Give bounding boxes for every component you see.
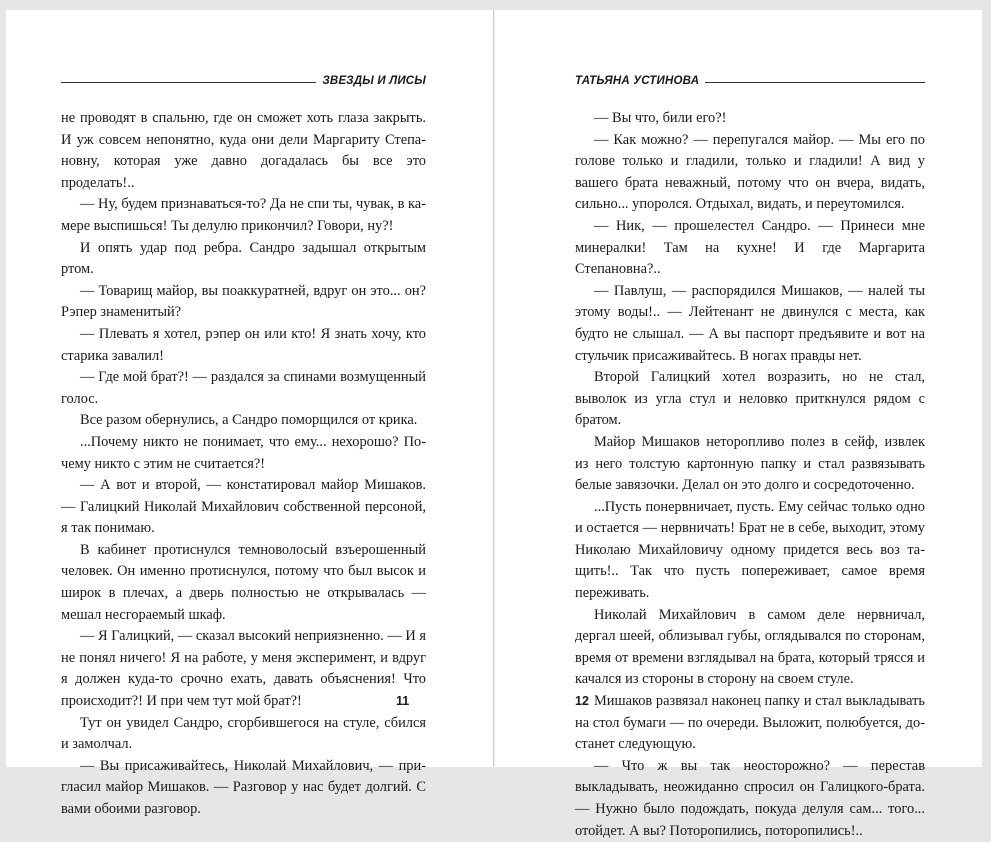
- paragraph: — Плевать я хотел, рэпер он или кто! Я знать хочу, кто старика завалил!: [61, 325, 426, 364]
- page-body-text: [61, 108, 426, 821]
- paragraph: — Ну, будем признаваться-то? Да не спи ты, чувак, в камере выспишься! Ты делулю прикончил? Говори, ну?!: [61, 196, 426, 234]
- paragraph: — Как можно? — перепугался майор. — Мы его по голове только и гладили, только и гладили! А вид у вашего брата неважный, потому что он вчера, видать, сильно... упоролся. Отдыхал, видать, и переутомился.: [575, 131, 925, 213]
- paragraph: ...Почему никто не понимает, что ему... нехорошо? Почему никто с этим не считается?!: [61, 433, 426, 472]
- paragraph: не проводят в спальню, где он сможет хоть глаза закрыть. И уж совсем непонятно, куда они дели Маргариту Степановну, которая уже давно догадалась бы все это проделать!..: [61, 110, 426, 191]
- paragraph: — Где мой брат?! — раздался за спинами возмущенный голос.: [61, 369, 426, 407]
- running-title: ТАТЬЯНА УСТИНОВА: [575, 75, 700, 87]
- header-rule: [705, 82, 925, 83]
- paragraph: Второй Галицкий хотел возразить, но не стал, выволок из угла стул и неловко приткнулся рядом с братом.: [575, 369, 925, 429]
- paragraph: Мишаков развязал наконец папку и стал выкладывать на стол бумаги — по очереди. Выложит, полюбуется, достанет следующую.: [575, 693, 925, 753]
- paragraph: — Товарищ майор, вы поаккуратней, вдруг он это... он? Рэпер знаменитый?: [61, 282, 426, 321]
- running-header: [575, 74, 925, 88]
- paragraph: — Вы что, били его?!: [594, 110, 727, 126]
- paragraph: — Я Галицкий, — сказал высокий неприязненно. — И я не понял ничего! Я на работе, у меня эксперимент, и вдруг я должен куда-то срочно ехать, давать объяснения! Что происходит?! И при чем тут мой брат?!: [61, 628, 426, 710]
- page-number: 11: [396, 694, 410, 708]
- paragraph: Все разом обернулись, а Сандро поморщился от крика.: [80, 412, 418, 429]
- running-header: [61, 74, 426, 88]
- paragraph: ...Пусть понервничает, пусть. Ему сейчас только одно и остается — нервничать! Брат не в себе, выходит, этому Николаю Михайловичу одному придется весь воз тащить!.. Так что пусть попереживает, самое время переживать.: [575, 498, 925, 602]
- header-rule: [61, 82, 316, 83]
- paragraph: В кабинет протиснулся темноволосый взъерошенный человек. Он именно протиснулся, потому что был высок и широк в плечах, а дверь полностью не открывалась — мешал несгораемый шкаф.: [61, 541, 426, 623]
- paragraph: И опять удар под ребра. Сандро задышал открытым ртом.: [61, 239, 426, 278]
- paragraph: Николай Михайлович в самом деле нервничал, дергал шеей, облизывал губы, оглядывался по сторонам, время от времени взглядывал на брата, который трясся и качался из стороны в сторону на своем стуле.: [575, 606, 925, 688]
- left-page: [6, 10, 494, 817]
- paragraph: — Что ж вы так неосторожно? — перестав выкладывать, неожиданно спросил он Галицкого-брата. — Нужно было подождать, покуда делуля сам... того... отойдет. А вы? Поторопились, поторопились!..: [575, 757, 925, 839]
- paragraph: — А вот и второй, — констатировал майор Мишаков. — Галицкий Николай Михайлович собственной персоной, я так понимаю.: [61, 477, 426, 537]
- page-number: 12: [575, 694, 589, 708]
- paragraph: — Ник, — прошелестел Сандро. — Принеси мне минералки! Там на кухне! И где Маргарита Степановна?..: [575, 217, 925, 278]
- paragraph: — Павлуш, — распорядился Мишаков, — налей ты этому воды!.. — Лейтенант не двинулся с места, как будто не слышал. — А вы паспорт предъявите и вот на стульчик присаживайтесь. В ногах правды нет.: [575, 282, 925, 364]
- paragraph: Тут он увидел Сандро, сгорбившегося на стуле, сбился и замолчал.: [61, 714, 426, 753]
- running-title: ЗВЕЗДЫ И ЛИСЫ: [322, 75, 426, 87]
- paragraph: Майор Мишаков неторопливо полез в сейф, извлек из него толстую картонную папку и стал развязывать белые завязочки. Делал он это долго и сосредоточенно.: [575, 433, 925, 494]
- page-body-text: [575, 108, 925, 842]
- paragraph: — Вы присаживайтесь, Николай Михайлович, — пригласил майор Мишаков. — Разговор у нас будет долгий. С вами обоими разговор.: [61, 757, 426, 817]
- right-page: [494, 10, 982, 839]
